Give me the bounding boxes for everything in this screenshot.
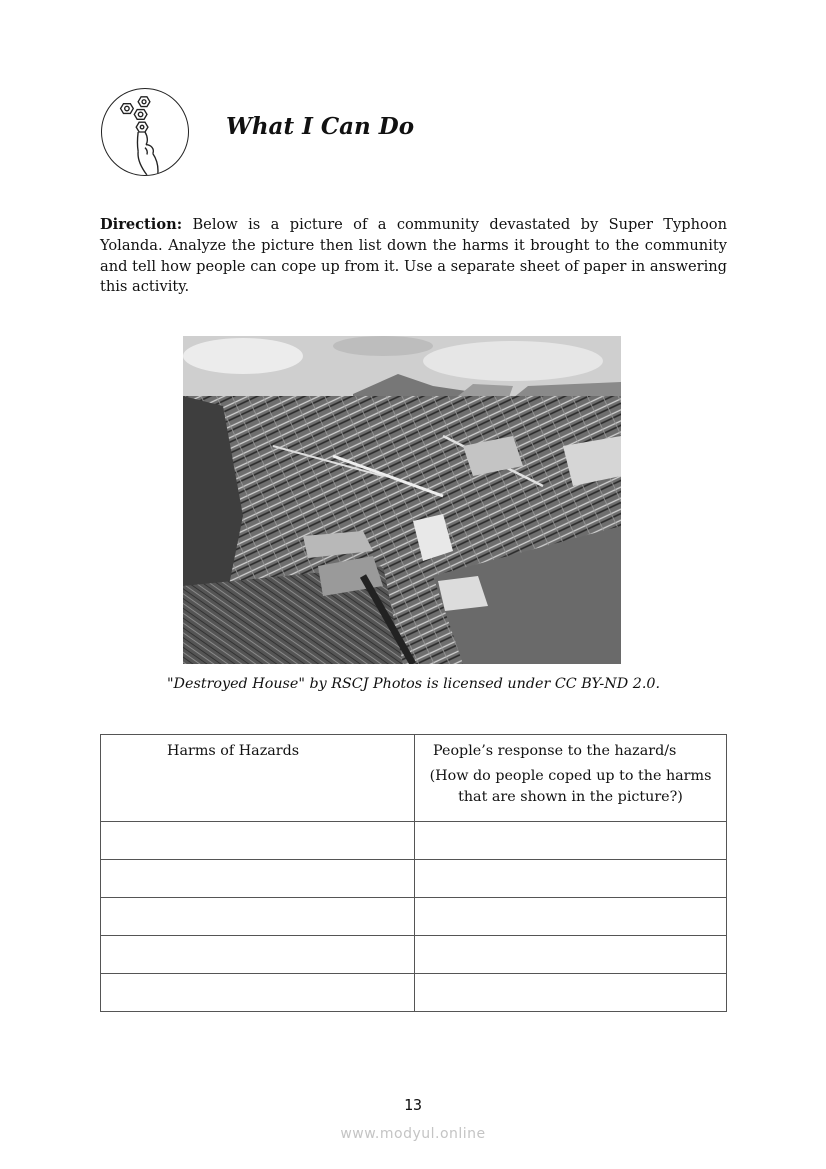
photo-caption: "Destroyed House" by RSCJ Photos is licensed under CC BY-ND 2.0.: [166, 676, 661, 692]
typhoon-damage-photo: [183, 336, 621, 664]
harm-cell[interactable]: [101, 974, 415, 1012]
harm-cell[interactable]: [101, 936, 415, 974]
hand-gears-icon: [101, 88, 189, 176]
direction-text: Below is a picture of a community devastated by Super Typhoon Yolanda. Analyze the picture then list down the harms it brought to the community and tell how people can cope up from it. Use a separate sheet of paper in answering this activity.: [100, 216, 727, 296]
response-column-header: [415, 735, 727, 822]
direction-label: Direction:: [100, 216, 183, 233]
hazards-table: [100, 734, 727, 1012]
section-title: What I Can Do: [226, 113, 415, 140]
harms-header-label: Harms of Hazards: [167, 743, 300, 759]
harms-column-header: [101, 735, 415, 822]
response-cell[interactable]: [415, 936, 727, 974]
direction-paragraph: [100, 215, 727, 298]
response-cell[interactable]: [415, 974, 727, 1012]
table-row: [101, 822, 727, 860]
response-cell[interactable]: [415, 898, 727, 936]
table-row: [101, 936, 727, 974]
response-cell[interactable]: [415, 822, 727, 860]
table-header-row: [101, 735, 727, 822]
harm-cell[interactable]: [101, 898, 415, 936]
response-cell[interactable]: [415, 860, 727, 898]
harm-cell[interactable]: [101, 822, 415, 860]
watermark: www.modyul.online: [340, 1126, 486, 1142]
table-row: [101, 860, 727, 898]
response-header-subtitle: (How do people coped up to the harms that are shown in the picture?): [429, 768, 712, 805]
page-number: 13: [403, 1096, 423, 1114]
table-row: [101, 974, 727, 1012]
table-row: [101, 898, 727, 936]
harm-cell[interactable]: [101, 860, 415, 898]
response-header-label: People’s response to the hazard/s: [433, 743, 677, 759]
